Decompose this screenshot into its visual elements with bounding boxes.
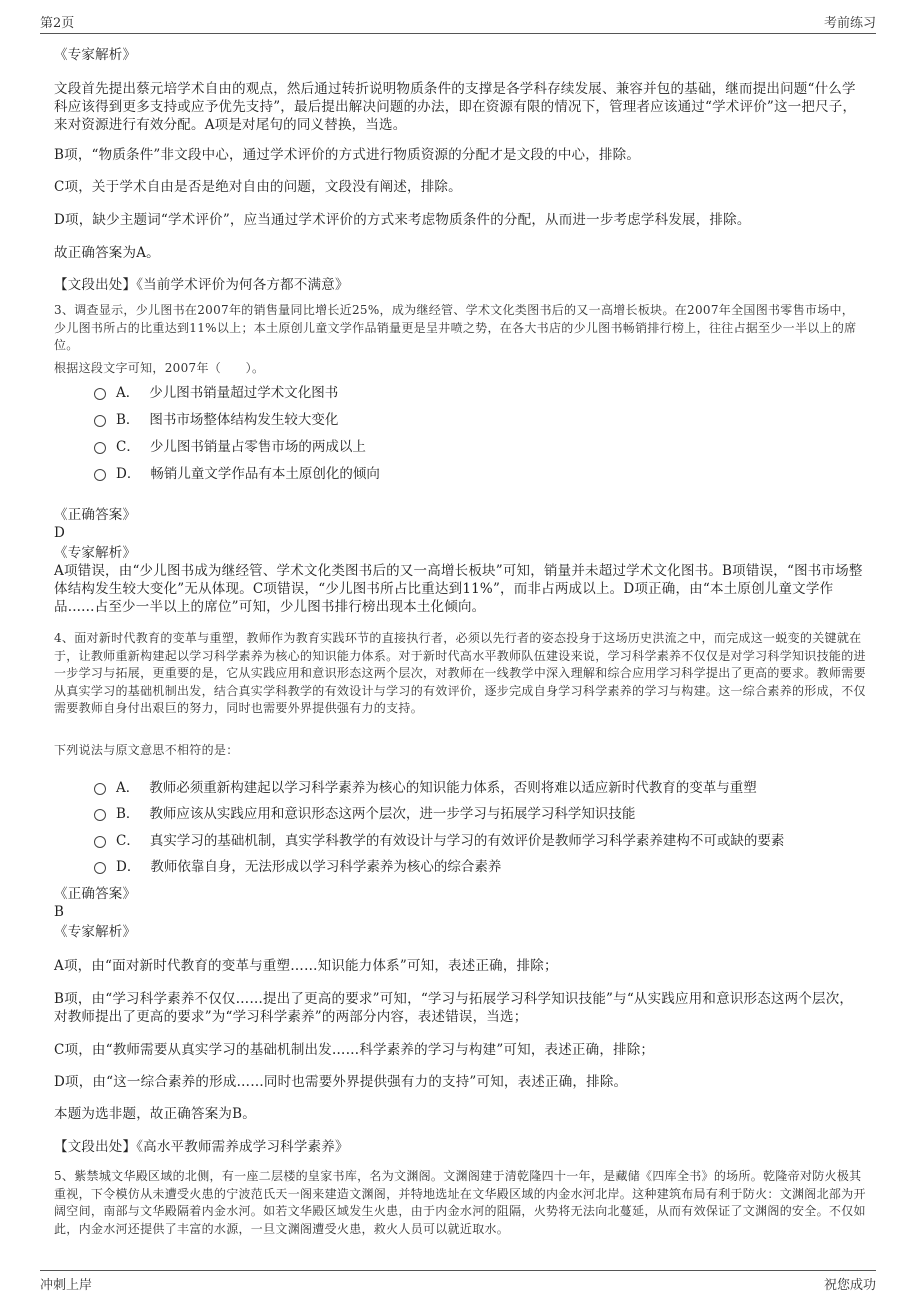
q3-analysis: A项错误，由“少儿图书成为继经管、学术文化类图书后的又一高增长板块”可知，销量并未超过学术文化图书。B项错误，“图书市场整体结构发生较大变化”无从体现。C项错误，“少儿图书所占比重达到11%”，而非占两成以上。D项正确，由“本土原创儿童文学作品......占至少一半以上的席位”可知，少儿图书排行榜出现本土化倾向。 [54,563,863,615]
q4-option-a[interactable] [94,776,860,796]
q2-analysis-b: B项，“物质条件”非文段中心，通过学术评价的方式进行物质资源的分配才是文段的中心，排除。 [54,147,641,163]
q3-question: 根据这段文字可知，2007年（ ）。 [54,361,265,375]
q3-option-b[interactable] [94,408,860,428]
option-text: 少儿图书销量占零售市场的两成以上 [149,439,366,455]
q4-answer: B [54,904,65,920]
q2-analysis-c: C项，关于学术自由是否是绝对自由的问题，文段没有阐述，排除。 [54,179,462,195]
q3-answer-title: 《正确答案》 [54,507,137,523]
q4-analysis-a: A项，由“面对新时代教育的变革与重塑……知识能力体系”可知，表述正确，排除； [54,958,558,974]
option-label: D． [116,859,141,875]
option-text: 少儿图书销量超过学术文化图书 [149,385,339,401]
option-label: C． [116,439,140,455]
q4-option-c[interactable] [94,829,860,849]
option-label: B． [116,806,140,822]
option-text: 畅销儿童文学作品有本土原创化的倾向 [150,466,380,482]
page-header [40,12,876,34]
q2-source: 【文段出处】《当前学术评价为何各方都不满意》 [54,277,349,293]
q3-option-d[interactable] [94,462,860,482]
q4-analysis-c: C项，由“教师需要从真实学习的基础机制出发……科学素养的学习与构建”可知，表述正确，排除； [54,1042,655,1058]
radio-icon[interactable] [94,836,106,848]
radio-icon[interactable] [94,442,106,454]
option-label: A． [116,780,140,796]
q2-analysis-p1: 文段首先提出蔡元培学术自由的观点，然后通过转折说明物质条件的支撑是各学科存续发展、兼容并包的基础，继而提出问题“什么学科应该得到更多支持或应予优先支持”，最后提出解决问题的办法，即在资源有限的情况下，管理者应该通过“学术评价”这一把尺子，来对资源进行有效分配。A项是对尾句的同义替换，当选。 [54,81,857,133]
page-footer [40,1270,876,1294]
q4-stem: 4、面对新时代教育的变革与重塑，教师作为教育实践环节的直接执行者，必须以先行者的姿态投身于这场历史洪流之中，而完成这一蜕变的关键就在于，让教师重新构建起以学习科学素养为核心的知识能力体系。对于新时代高水平教师队伍建设来说，学习科学素养不仅仅是对学习科学知识技能的进一步学习与拓展，更重要的是，它从实践应用和意识形态这两个层次，对教师在一线教学中深入理解和综合应用学习科学提出了更高的要求。教师需要从真实学习的基础机制出发，结合真实学科教学的有效设计与学习的有效评价，逐步完成自身学习科学素养的学习与构建。这一综合素养的形成，不仅需要教师自身付出艰巨的努力，同时也需要外界提供强有力的支持。 [54,631,866,715]
q4-option-d[interactable] [94,855,860,875]
radio-icon[interactable] [94,809,106,821]
option-label: D． [116,466,141,482]
q4-answer-title: 《正确答案》 [54,886,137,902]
radio-icon[interactable] [94,415,106,427]
header-title: 考前练习 [823,16,876,31]
q4-analysis-title: 《专家解析》 [54,924,137,940]
q4-source: 【文段出处】《高水平教师需养成学习科学素养》 [54,1139,349,1155]
q4-question: 下列说法与原文意思不相符的是： [54,743,239,757]
radio-icon[interactable] [94,388,106,400]
q4-analysis-b: B项，由“学习科学素养不仅仅……提出了更高的要求”可知，“学习与拓展学习科学知识技能”与“从实践应用和意识形态这两个层次，对教师提出了更高的要求”为“学习科学素养”的两部分内容，表述错误，当选； [54,991,854,1025]
q3-option-a[interactable] [94,381,860,401]
option-text: 图书市场整体结构发生较大变化 [149,412,339,428]
q5-stem: 5、紫禁城文华殿区域的北侧，有一座二层楼的皇家书库，名为文渊阁。文渊阁建于清乾隆四十一年，是藏储《四库全书》的场所。乾隆帝对防火极其重视，下令模仿从未遭受火患的宁波范氏天一阁来建造文渊阁，并特地选址在文华殿区域的内金水河北岸。这种建筑布局有利于防火：文渊阁北部为开阔空间，南部与文华殿隔着内金水河。如若文华殿区域发生火患，由于内金水河的阻隔，火势将无法向北蔓延，从而有效保证了文渊阁的安全。不仅如此，内金水河还提供了丰富的水源，一旦文渊阁遭受火患，救火人员可以就近取水。 [54,1169,866,1236]
page-number: 第2页 [40,16,75,31]
footer-left: 冲刺上岸 [40,1278,93,1293]
q4-conclusion: 本题为选非题，故正确答案为B。 [54,1106,256,1122]
q3-stem: 3、调查显示，少儿图书在2007年的销售量同比增长近25%，成为继经管、学术文化类图书后的又一高增长板块。在2007年全国图书零售市场中，少儿图书所占的比重达到11%以上；本土原创儿童文学作品销量更是呈井喷之势，在各大书店的少儿图书畅销排行榜上，往往占据至少一半以上的席位。 [54,303,857,352]
q4-option-b[interactable] [94,802,860,822]
option-label: C． [116,833,140,849]
option-text: 教师必须重新构建起以学习科学素养为核心的知识能力体系，否则将难以适应新时代教育的变革与重塑 [149,780,757,796]
option-text: 教师依靠自身，无法形成以学习科学素养为核心的综合素养 [150,859,502,875]
option-text: 教师应该从实践应用和意识形态这两个层次，进一步学习与拓展学习科学知识技能 [149,806,636,822]
footer-right: 祝您成功 [823,1278,876,1293]
q3-option-c[interactable] [94,435,860,455]
q4-analysis-d: D项，由“这一综合素养的形成……同时也需要外界提供强有力的支持”可知，表述正确，排除。 [54,1074,628,1090]
q2-conclusion: 故正确答案为A。 [54,245,160,261]
q2-analysis-title: 《专家解析》 [54,47,137,63]
radio-icon[interactable] [94,469,106,481]
option-label: A． [116,385,140,401]
q3-analysis-title: 《专家解析》 [54,545,137,561]
option-label: B． [116,412,140,428]
option-text: 真实学习的基础机制，真实学科教学的有效设计与学习的有效评价是教师学习科学素养建构不可或缺的要素 [149,833,785,849]
radio-icon[interactable] [94,862,106,874]
q2-analysis-d: D项，缺少主题词“学术评价”，应当通过学术评价的方式来考虑物质条件的分配，从而进一步考虑学科发展，排除。 [54,212,751,228]
q3-answer: D [54,525,66,541]
radio-icon[interactable] [94,783,106,795]
